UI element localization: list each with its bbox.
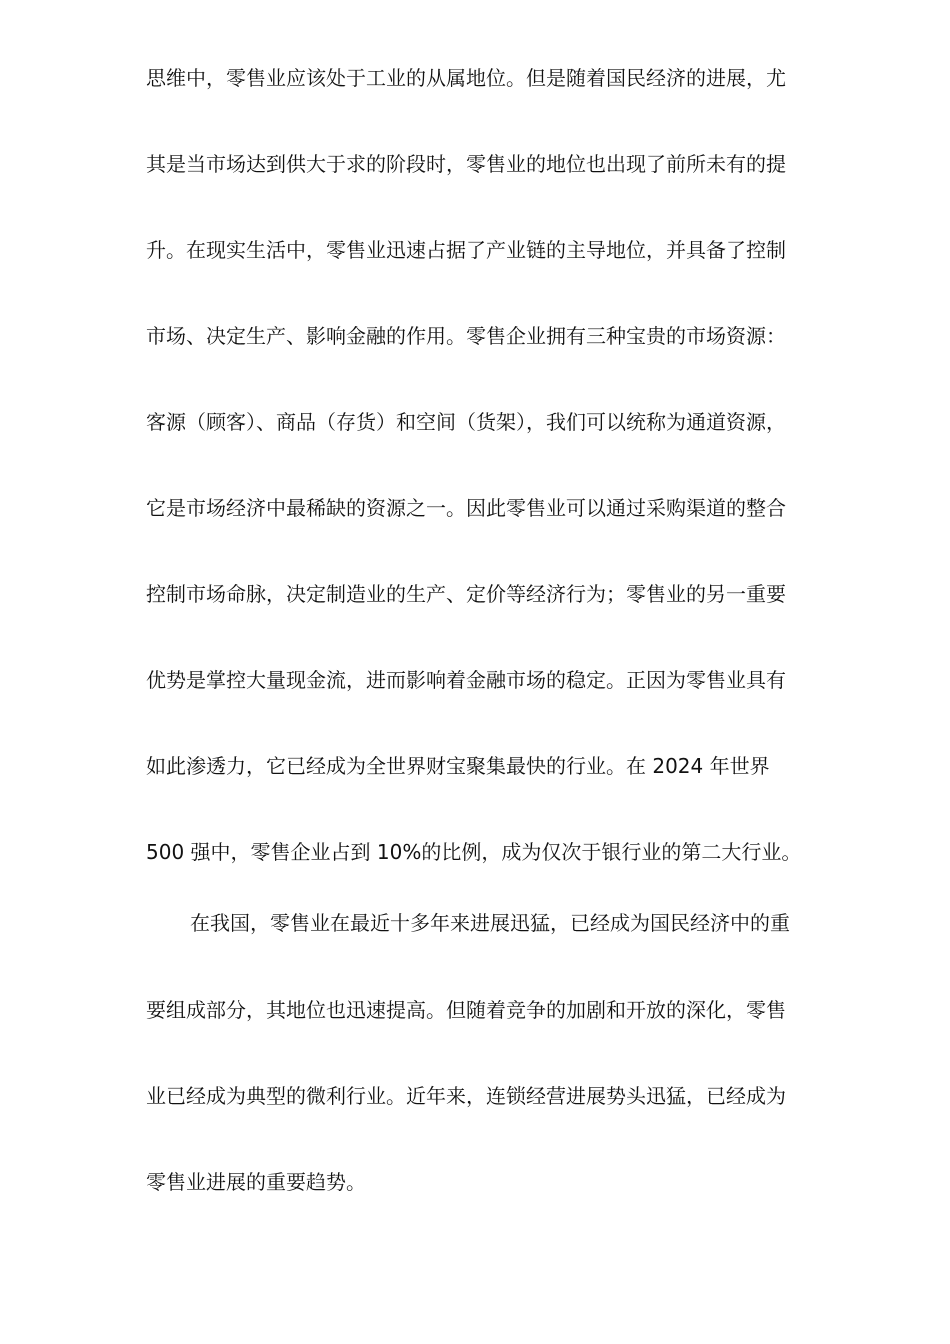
- text-line: 如此渗透力，它已经成为全世界财宝聚集最快的行业。在 2024 年世界: [146, 754, 770, 778]
- text-line: 要组成部分，其地位也迅速提高。但随着竞争的加剧和开放的深化，零售: [146, 998, 786, 1022]
- text-line: 升。在现实生活中，零售业迅速占据了产业链的主导地位，并具备了控制: [146, 238, 786, 262]
- text-line: 其是当市场达到供大于求的阶段时，零售业的地位也出现了前所未有的提: [146, 152, 786, 176]
- text-line: 500 强中，零售企业占到 10%的比例，成为仅次于银行业的第二大行业。: [146, 840, 802, 864]
- text-line: 市场、决定生产、影响金融的作用。零售企业拥有三种宝贵的市场资源：: [146, 324, 786, 348]
- text-line: 控制市场命脉，决定制造业的生产、定价等经济行为；零售业的另一重要: [146, 582, 786, 606]
- text-line: 零售业进展的重要趋势。: [146, 1170, 366, 1194]
- text-line: 优势是掌控大量现金流，进而影响着金融市场的稳定。正因为零售业具有: [146, 668, 786, 692]
- text-line: 客源（顾客）、商品（存货）和空间（货架），我们可以统称为通道资源，: [146, 410, 786, 434]
- paragraph-first-line: 在我国，零售业在最近十多年来进展迅猛，已经成为国民经济中的重: [190, 911, 790, 935]
- text-line: 思维中，零售业应该处于工业的从属地位。但是随着国民经济的进展，尤: [146, 66, 786, 90]
- text-line: 业已经成为典型的微利行业。近年来，连锁经营进展势头迅猛，已经成为: [146, 1084, 786, 1108]
- text-line: 它是市场经济中最稀缺的资源之一。因此零售业可以通过采购渠道的整合: [146, 496, 786, 520]
